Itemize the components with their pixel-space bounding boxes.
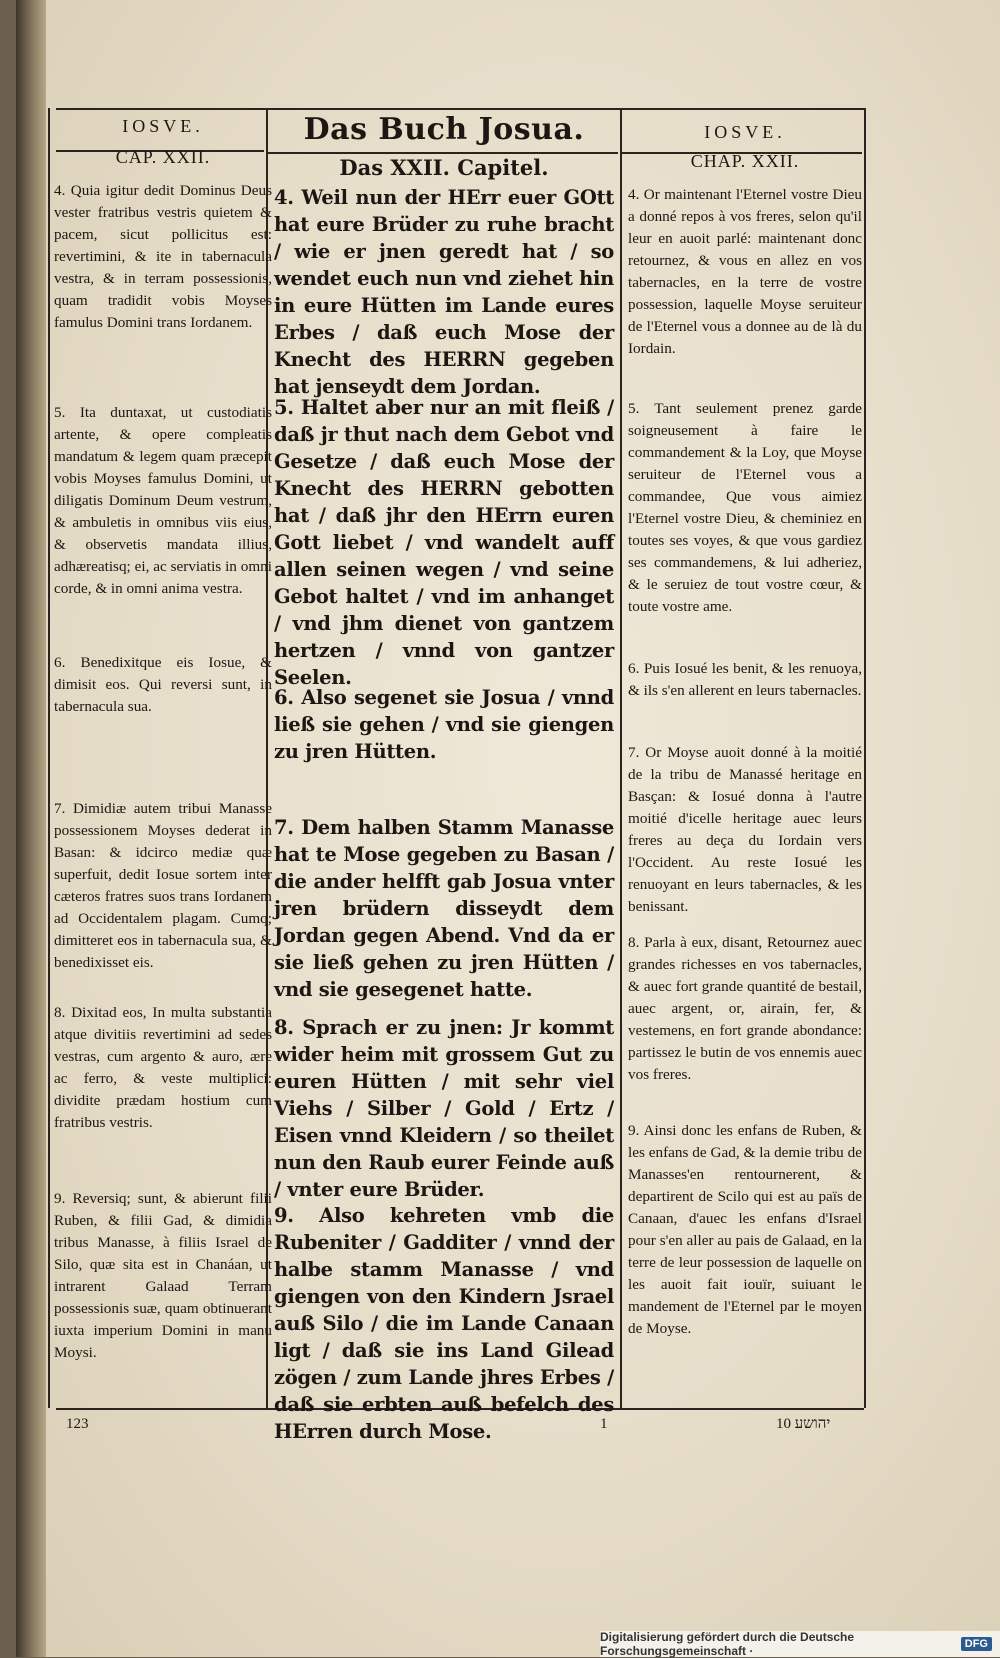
german-verse-6: 6. Also segenet sie Josua / vnnd ließ sie gehen / vnd sie giengen zu jren Hütten. (274, 686, 614, 763)
latin-verse-6: 6. Benedixitque eis Iosue, & dimisit eos. Qui reversi sunt, in tabernacula sua. (54, 654, 272, 715)
latin-chapter-heading: CAP. XXII. (115, 147, 211, 167)
french-verse-8: 8. Parla à eux, disant, Retournez auec grandes richesses en vos tabernacles, & auec fort grande quantité de bestail, auec argent, or, airain, fer, & vestemens, en fort grande abondance: partissez le butin de vos ennemis auec vos freres. (628, 934, 862, 1083)
credit-text: Digitalisierung gefördert durch die Deutsche Forschungsgemeinschaft · (600, 1630, 855, 1658)
latin-column (54, 108, 272, 1361)
folio-number-middle: 1 (600, 1416, 608, 1432)
french-column (628, 108, 862, 1337)
german-chapter-heading: Das XXII. Capitel. (339, 155, 549, 180)
latin-verse-5: 5. Ita duntaxat, ut custodiatis artente, & opere compleatis mandatum & legem quam præcepit vobis Moyses famulus Domini, ut diligatis Dominum Deum vestrum, & ambuletis in omnibus viis eius, & observetis mandata illius, adhæreatisq; ei, ac serviatis in omni corde, & in omni anima vestra. (54, 404, 272, 597)
latin-verse-9: 9. Reversiq; sunt, & abierunt filii Ruben, & filii Gad, & dimidia tribus Manasse, à filiis Israel de Silo, quæ sita est in Chanáan, ut intrarent Galaad Terram possessionis suæ, quam obtinuerant iuxta imperium Domini in manu Moysi. (54, 1190, 272, 1361)
left-frame-rule (48, 108, 50, 1408)
german-column (274, 108, 614, 1443)
book-spine (16, 0, 46, 1657)
french-verse-4: 4. Or maintenant l'Eternel vostre Dieu a donné repos à vos freres, selon qu'il leur en auoit parlé: maintenant donc retournez, & vous en allez en vos tabernacles, en la terre de vostre possession, laquelle Moyse seruiteur de l'Eternel vous a donnee au de là du Iordain. (628, 186, 862, 357)
dfg-logo: DFG (961, 1637, 992, 1651)
column-rule-right (620, 108, 622, 1408)
latin-verse-8: 8. Dixitad eos, In multa substantia atque divitiis revertimini ad sedes vestras, cum argento & auro, ære ac ferro, & veste multiplici: dividite prædam hostium cum fratribus vestris. (54, 1004, 272, 1131)
latin-running-head: IOSVE. (122, 116, 204, 136)
folio-number-left: 123 (66, 1416, 89, 1432)
german-verse-9: 9. Also kehreten vmb die Rubeniter / Gadditer / vnnd der halbe stamm Manasse / vnd giengen von den Kindern Jsrael auß Silo / die im Lande Canaan ligt / daß sie ins Land Gilead zögen / zum Lande jhres Erbes / daß sie erbten auß befelch des HErren durch Mose. (274, 1204, 614, 1443)
german-verse-7: 7. Dem halben Stamm Manasse hat te Mose gegeben zu Basan / die ander helfft gab Josua vnter jren brüdern disseydt dem Jordan gegen Abend. Vnd da er sie ließ gehen zu jren Hütten / vnd sie gesegenet hatte. (274, 816, 614, 1001)
french-verse-7: 7. Or Moyse auoit donné à la moitié de la tribu de Manassé heritage en Basçan: & Iosué donna à l'autre moitié d'icelle heritage auec leurs freres au deça du Iordain vers l'Occident. Au reste Iosué les renuoyant en leurs tabernacles, & les benissant. (628, 744, 862, 915)
german-verse-4: 4. Weil nun der HErr euer GOtt hat eure Brüder zu ruhe bracht / wie er jnen geredt hat / so wendet euch nun vnd ziehet hin in eure Hütten im Lande eures Erbes / daß euch Mose der Knecht des HERRN gegeben hat jenseydt dem Jordan. (274, 186, 614, 398)
digitization-credit (600, 1631, 1000, 1657)
german-verse-5: 5. Haltet aber nur an mit fleiß / daß jr thut nach dem Gebot vnd Gesetze / daß euch Mose der Knecht des HERRN gebotten hat / daß jhr den HErrn euren Gott liebet / vnd wandelt auff allen seinen wegen / vnd seine Gebot haltet / vnd im anhanget / vnd jhm dienet von gantzem hertzen / vnnd von gantzer Seelen. (274, 396, 614, 689)
french-verse-5: 5. Tant seulement prenez garde soigneusement à faire le commandement & la Loy, que Moyse seruiteur de l'Eternel vous a commandee, Que vous aimiez l'Eternel vostre Dieu, & cheminiez en toutes ses voyes, & que vous gardiez ses commandemens, & lui adheriez, & le seruiez de tout vostre cœur, & toute vostre ame. (628, 400, 862, 615)
french-running-head: IOSVE. (704, 122, 786, 142)
latin-verse-4: 4. Quia igitur dedit Dominus Deus vester fratribus vestris quietem & pacem, sicut pollicitus est: revertimini, & ite in tabernacula vestra, & in terram possessionis, quam tradidit vobis Moyses famulus Domini trans Iordanem. (54, 182, 272, 331)
french-chapter-heading: CHAP. XXII. (690, 151, 800, 171)
right-frame-rule (864, 108, 866, 1408)
german-verse-8: 8. Sprach er zu jnen: Jr kommt wider heim mit grossem Gut zu euren Hütten / mit sehr viel Viehs / Silber / Gold / Ertz / Eisen vnnd Kleidern / so theilet nun den Raub eurer Feinde auß / vnter eure Brüder. (274, 1016, 614, 1201)
book-page (16, 0, 1000, 1657)
french-verse-6: 6. Puis Iosué les benit, & les renuoya, & ils s'en allerent en leurs tabernacles. (628, 660, 862, 699)
book-title: Das Buch Josua. (303, 112, 585, 147)
french-verse-9: 9. Ainsi donc les enfans de Ruben, & les enfans de Gad, & la demie tribu de Manasses'en rentournerent, & departirent de Scilo qui est au païs de Canaan, d'auec les enfans d'Israel pour s'en aller au pais de Galaad, en la terre de leur possession de laquelle on les auoit fait iouïr, suiuant le mandement de l'Eternel par le moyen de Moyse. (628, 1122, 862, 1337)
folio-number-right: יהושע 10 (776, 1416, 831, 1432)
latin-verse-7: 7. Dimidiæ autem tribui Manasse possessionem Moyses dederat in Basan: & idcirco mediæ quæ superfuit, dedit Iosue sortem inter cæteros fratres suos trans Iordanem ad Occidentalem plagam. Cumq; dimitteret eos in tabernacula sua, & benedixisset eis. (54, 800, 272, 971)
